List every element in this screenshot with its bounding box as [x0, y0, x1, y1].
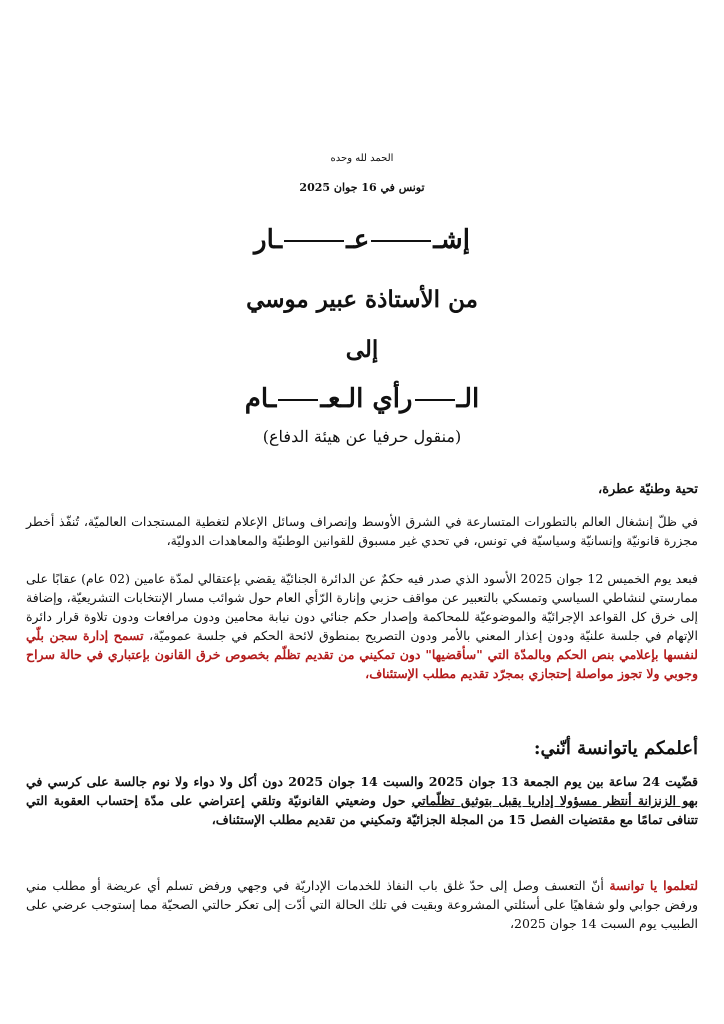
paragraph-2-highlight: تسمح إدارة سجن بلّي لنفسها بإعلامي بنص الحكم وبالمدّة التي "سأقضيها" دون تمكيني من تقديم تظلّم بخصوص خرق القانون بإعتباري في حالة سراح وجوبي ولا تجوز مواصلة إحتجازي بمجرّد تقديم مطلب الإستئناف،: [26, 628, 698, 681]
title-po-part-2: رأي الـ: [340, 384, 413, 414]
title-po-part-4: ـام: [244, 384, 277, 414]
source-note: (منقول حرفيا عن هيئة الدفاع): [262, 427, 462, 446]
paragraph-3-underlined: بهو الزنزانة أنتظر مسؤولا إداريا يقبل بتوثيق تظلّماتي: [411, 793, 699, 808]
greeting: تحية وطنيّة عطرة،: [598, 482, 698, 497]
paragraph-4-highlight: لتعلموا يا توانسة: [609, 878, 699, 893]
paragraph-1: في ظلّ إنشغال العالم بالتطورات المتسارعة في الشرق الأوسط وإنصراف وسائل الإعلام لتغطية المستجدات العالميّة، تُنفّذ أخطر مجزرة قانونيّة وإنسانيّة وسياسيّة في تونس، في تحدي غير مسبوق للقوانين الوطنيّة والمعاهدات الدوليّة،: [26, 514, 698, 548]
paragraph-3-text-b: حول وضعيتي القانونيّة وتلقي إعتراضي على مدّة إحتساب العقوبة التي تتنافى تمامًا مع مقتضيات الفصل 15 من المجلة الجزائيّة وتمكيني من تقديم مطلب الإستئناف،: [26, 793, 698, 827]
inform-heading: أعلمكم ياتوانسة أنّني:: [533, 738, 698, 759]
paragraph-3: [26, 772, 698, 829]
title-notice-part-3: ـار: [254, 225, 283, 255]
basmala: الحمد لله وحده: [330, 153, 394, 164]
tatweel-line: [415, 399, 455, 401]
title-notice-part-2: عـ: [346, 225, 370, 255]
tatweel-line: [371, 240, 431, 242]
title-public-opinion: [0, 384, 724, 414]
document-date: تونس في 16 جوان 2025: [299, 181, 425, 194]
tatweel-line: [278, 399, 318, 401]
paragraph-4-text: أنّ التعسف وصل إلى حدّ غلق باب النفاذ للخدمات الإداريّة في وجهي ورفض تسلم أي عريضة أو مطلب مني ورفض جوابي ولو شفاهيًا على أسئلتي المشروعة وبقيت في تلك الحالة التي أدّت إلى تعكر حالتي الصحيّة مما إستوجب عرضي على الطبيب يوم السبت 14 جوان 2025،: [26, 878, 698, 931]
title-to: إلى: [345, 336, 379, 363]
tatweel-line: [284, 240, 344, 242]
title-from: من الأستاذة عبير موسي: [246, 286, 478, 313]
paragraph-4: [26, 876, 698, 933]
title-po-part-1: الـ: [456, 384, 480, 414]
paragraph-2-text: فبعد يوم الخميس 12 جوان 2025 الأسود الذي صدر فيه حكمٌ عن الدائرة الجنائيّة يقضي بإعتقالي لمدّة عامين (02 عام) عقابًا على ممارستي لنشاطي السياسي وتمسكي بالتعبير عن مواقف حزبي وإنارة الرّأي العام حول شوائب مسار الإنتخابات التشريعيّة، وإضافة إلى خرق كل القواعد الإجرائيّة والموضوعيّة للمحاكمة وإصدار حكم جنائي دون نيابة محامين ودون مرافعات ودون تلاوة قرار دائرة الإتهام في جلسة علنيّة ودون إعذار المعني بالأمر ودون التصريح بمنطوق لائحة الحكم في جلسة عموميّة،: [26, 571, 698, 643]
paragraph-2: [26, 569, 698, 683]
title-po-part-3: عـ: [320, 384, 341, 414]
title-notice: [0, 225, 724, 255]
title-notice-part-1: إشـ: [433, 225, 470, 255]
paragraph-3-text-a: قضّيت 24 ساعة بين يوم الجمعة 13 جوان 2025 والسبت 14 جوان 2025 دون أكل ولا دواء ولا نوم جالسة على كرسي في: [26, 774, 699, 789]
